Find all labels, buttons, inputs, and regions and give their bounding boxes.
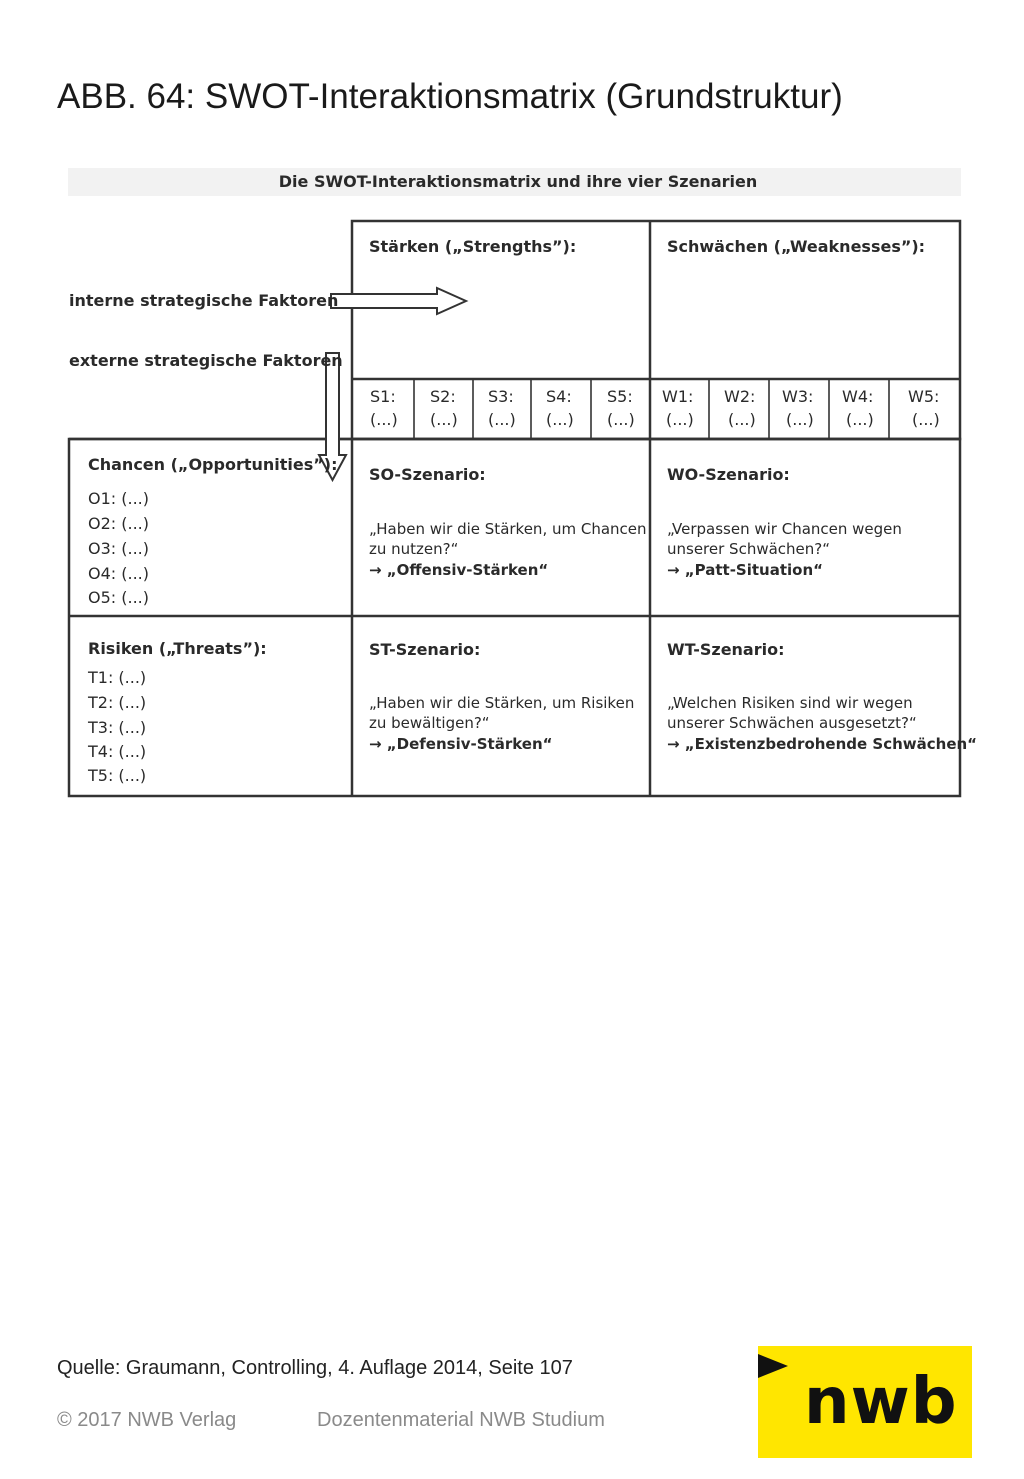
st-scenario-question: „Haben wir die Stärken, um Risiken [369, 694, 635, 712]
strength-item-label: S3: [488, 387, 514, 406]
opportunity-item: O3: (...) [88, 539, 149, 558]
threats-header: Risiken („Threats”): [88, 639, 267, 658]
strength-item-value: (...) [546, 410, 574, 429]
st-scenario-cell [369, 640, 634, 753]
wt-scenario-cell [667, 640, 977, 753]
diagram-title: Die SWOT-Interaktionsmatrix und ihre vier Szenarien [278, 172, 758, 191]
strength-item-value: (...) [607, 410, 635, 429]
threat-item: T4: (...) [88, 742, 147, 761]
wo-scenario-question: unserer Schwächen?“ [667, 540, 831, 558]
weaknesses-header: Schwächen („Weaknesses”): [667, 237, 926, 256]
strength-item-label: S5: [607, 387, 633, 406]
st-scenario-question: zu bewältigen?“ [369, 714, 490, 732]
wo-scenario-question: „Verpassen wir Chancen wegen [667, 520, 902, 538]
logo-triangle-icon [758, 1354, 788, 1378]
nwb-logo [758, 1346, 972, 1458]
source-citation: Quelle: Graumann, Controlling, 4. Auflage 2014, Seite 107 [57, 1357, 573, 1379]
strength-item-label: S2: [430, 387, 456, 406]
weakness-item-value: (...) [666, 410, 694, 429]
st-scenario-title: ST-Szenario: [369, 640, 481, 659]
so-scenario-title: SO-Szenario: [369, 465, 486, 484]
strength-items [370, 387, 635, 429]
so-scenario-question: „Haben wir die Stärken, um Chancen [369, 520, 647, 538]
external-factors-label: externe strategische Faktoren [69, 351, 343, 370]
weakness-item-label: W5: [908, 387, 940, 406]
weakness-item-label: W1: [662, 387, 694, 406]
wo-scenario-cell [667, 465, 902, 579]
threats-cell [87, 639, 267, 785]
item-cell-dividers [414, 379, 889, 439]
strength-item-value: (...) [430, 410, 458, 429]
wt-scenario-result: → „Existenzbedrohende Schwächen“ [667, 735, 978, 753]
strength-item-label: S1: [370, 387, 396, 406]
strengths-header: Stärken („Strengths”): [369, 237, 577, 256]
weakness-item-value: (...) [786, 410, 814, 429]
weakness-item-label: W3: [782, 387, 814, 406]
so-scenario-cell [369, 465, 647, 579]
weakness-item-value: (...) [912, 410, 940, 429]
opportunities-cell [88, 455, 337, 607]
weakness-item-label: W4: [842, 387, 874, 406]
weakness-item-value: (...) [728, 410, 756, 429]
weakness-item-value: (...) [846, 410, 874, 429]
strength-item-value: (...) [488, 410, 516, 429]
wt-scenario-question: unserer Schwächen ausgesetzt?“ [667, 714, 917, 732]
threat-item: T1: (...) [88, 668, 147, 687]
copyright-notice: © 2017 NWB Verlag [57, 1409, 237, 1431]
opportunities-header: Chancen („Opportunities”): [88, 455, 338, 474]
wt-scenario-question: „Welchen Risiken sind wir wegen [667, 694, 913, 712]
threat-item: T5: (...) [88, 766, 147, 785]
wt-scenario-title: WT-Szenario: [667, 640, 785, 659]
so-scenario-question: zu nutzen?“ [369, 540, 459, 558]
opportunity-item: O4: (...) [88, 564, 149, 583]
weakness-items [662, 387, 940, 429]
opportunity-item: O1: (...) [88, 489, 149, 508]
strength-item-value: (...) [370, 410, 398, 429]
strength-item-label: S4: [546, 387, 572, 406]
weakness-item-label: W2: [724, 387, 756, 406]
wo-scenario-result: → „Patt-Situation“ [667, 561, 823, 579]
st-scenario-result: → „Defensiv-Stärken“ [369, 735, 553, 753]
internal-factors-label: interne strategische Faktoren [69, 291, 339, 310]
slide-title: ABB. 64: SWOT-Interaktionsmatrix (Grundstruktur) [57, 77, 843, 116]
opportunity-item: O5: (...) [88, 588, 149, 607]
logo-wordmark: nwb [804, 1365, 958, 1439]
threat-item: T2: (...) [88, 693, 147, 712]
course-material-label: Dozentenmaterial NWB Studium [317, 1409, 605, 1431]
wo-scenario-title: WO-Szenario: [667, 465, 790, 484]
threat-item: T3: (...) [88, 718, 147, 737]
so-scenario-result: → „Offensiv-Stärken“ [369, 561, 549, 579]
opportunity-item: O2: (...) [88, 514, 149, 533]
